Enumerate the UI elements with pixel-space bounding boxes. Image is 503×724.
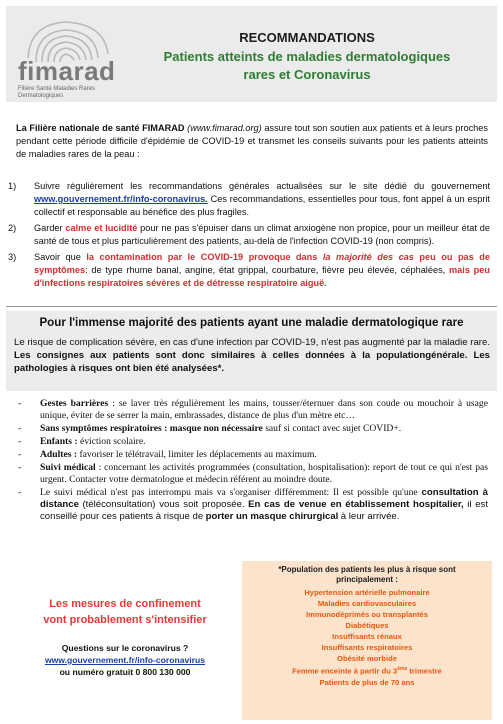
- logo-wordmark: fimarad: [18, 56, 116, 86]
- list-item: - Suivi médical : concernant les activités programmées (consultation, hospitalisation): report de tout ce qui n'est pas urgent. Contacter votre dermatologue et médecin référent au moindre doute.: [18, 462, 488, 485]
- section-heading: Pour l'immense majorité des patients ayant une maladie dermatologique rare: [39, 316, 464, 329]
- risk-list: [248, 587, 486, 688]
- intro-paragraph: La Filière nationale de santé FIMARAD (www.fimarad.org) assure tout son soutien aux patients et à leurs proches pendant cette période difficile d'épidémie de COVID-19 et transmet les conseils suivants pour les patients atteints de maladies rares de la peau :: [16, 123, 488, 159]
- questions-label: Questions sur le coronavirus ?: [61, 643, 189, 653]
- risk-item: Obésité morbide: [337, 654, 397, 663]
- majority-section: [6, 311, 497, 391]
- list-item: - Enfants : éviction scolaire.: [18, 436, 146, 447]
- hotline-number: ou numéro gratuit 0 800 130 000: [59, 667, 191, 677]
- advice-list: [18, 398, 488, 524]
- risk-item: Insuffisants respiratoires: [321, 643, 413, 652]
- list-item: - Adultes : favoriser le télétravail, limiter les déplacements au maximum.: [18, 449, 317, 460]
- questions-block: [20, 642, 230, 678]
- list-item: 2) Garder calme et lucidité pour ne pas s'épuiser dans un climat anxiogène non propice, pour un meilleur état de santé de tous et plus particulièrement des patients, au-delà de l'infection COVID-19 (non compris).: [8, 223, 490, 246]
- list-item: - Sans symptômes respiratoires : masque non nécessaire sauf si contact avec sujet COVID+.: [18, 423, 402, 434]
- risk-item: Femme enceinte à partir du 3ème trimestre: [292, 666, 442, 676]
- header-banner: [6, 6, 497, 102]
- risk-population-box: [242, 561, 492, 720]
- list-item: 1) Suivre régulièrement les recommandations générales actualisées sur le site dédié du gouvernement www.gouvernement.fr/info-coronavirus. Ces recommandations, essentielles pour tous, font appel à un esprit collectif et responsable au bénéfice des plus fragiles.: [8, 181, 490, 217]
- risk-box-title: *Population des patients les plus à risque sont principalement :: [278, 565, 456, 584]
- fimarad-logo: [14, 18, 144, 98]
- risk-item: Patients de plus de 70 ans: [319, 677, 415, 687]
- divider: [6, 306, 497, 307]
- risk-item: Diabétiques: [345, 621, 389, 630]
- list-item: 3) Savoir que la contamination par le COVID-19 provoque dans la majorité des cas peu ou pas de symptômes: de type rhume banal, angine, état grippal, courbature, fièvre peu élevée, céphalées, mais peu d'infections respiratoires sévères et de détresse respiratoire aiguë.: [8, 252, 491, 288]
- page-title: RECOMMANDATIONS: [239, 30, 375, 45]
- section-text: Le risque de complication sévère, en cas d'une infection par COVID-19, n'est pas augmenté par la maladie rare. Les consignes aux patients sont donc similaires à celles données à la populationgénérale. Les pathologies à risques ont bien été analysées*.: [14, 337, 490, 374]
- risk-item: Maladies cardiovasculaires: [317, 599, 417, 608]
- gouvernement-link[interactable]: www.gouvernement.fr/info-coronavirus.: [34, 194, 208, 204]
- risk-item: Immunodéprimés ou transplantés: [306, 610, 428, 619]
- coronavirus-info-link[interactable]: www.gouvernement.fr/info-coronavirus: [44, 655, 206, 665]
- risk-item: Hypertension artérielle pulmonaire: [304, 588, 430, 597]
- recommendations-list: [8, 180, 490, 293]
- list-item: - Gestes barrières : se laver très régulièrement les mains, tousser/éternuer dans son coude ou mouchoir à usage unique, éviter de se serrer la main, embrassades, distance de plus d'un mètre etc…: [18, 398, 488, 421]
- list-item: - Le suivi médical n'est pas interrompu mais va s'organiser différemment: Il est possible qu'une consultation à distance (téléconsultation) vous soit proposée. En cas de venue en établissement hospitalier, il est conseillé pour ces patients à risque de porter un masque chirurgical à leur arrivée.: [18, 487, 489, 522]
- confinement-warning: Les mesures de confinement vont probablement s'intensifier: [43, 598, 207, 626]
- risk-item: Insuffisants rénaux: [332, 632, 402, 641]
- page-subtitle: Patients atteints de maladies dermatologiques rares et Coronavirus: [163, 49, 451, 82]
- logo-subtitle: Filière Santé Maladies Rares Dermatologiques: [18, 86, 96, 99]
